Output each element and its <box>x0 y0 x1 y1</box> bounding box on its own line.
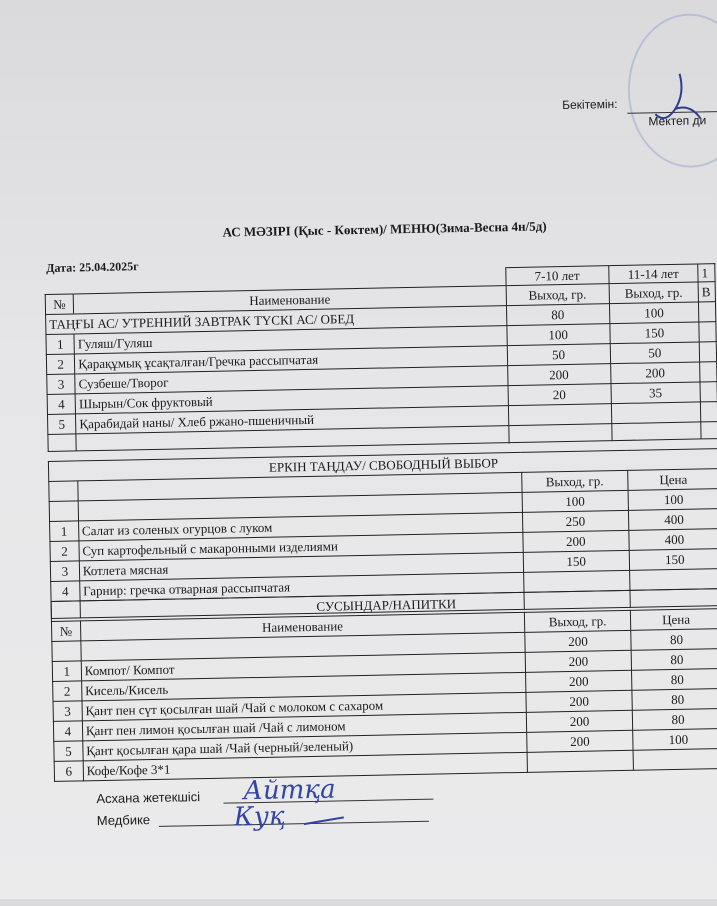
price: 400 <box>629 529 717 551</box>
col-output-1: Выход, гр. <box>506 284 609 306</box>
drink-name: Кофе/Кофе 3*1 <box>83 752 527 781</box>
dish-name: Қарақұмық ұсақталған/Гречка рассыпчатая <box>75 346 508 374</box>
col-no: № <box>51 621 80 642</box>
chef-signature <box>233 765 354 837</box>
output-11-14: 50 <box>610 342 700 364</box>
drink-name: Компот/ Компот <box>81 652 525 681</box>
output-11-14: 150 <box>609 322 699 344</box>
price: 80 <box>632 689 717 711</box>
row-number: 6 <box>54 761 83 782</box>
row-number: 4 <box>53 721 82 742</box>
output-7-10 <box>508 404 611 426</box>
price: 80 <box>632 669 717 691</box>
row-number: 3 <box>53 701 82 722</box>
dish-name: Қарабидай наны/ Хлеб ржано-пшеничный <box>76 406 509 434</box>
col-output-2: Выход, гр. <box>609 282 699 304</box>
output: 200 <box>522 530 629 552</box>
row-number: 1 <box>52 661 81 682</box>
output-11-14: 35 <box>611 382 701 404</box>
chef-signature-text: Айтқа <box>242 774 336 807</box>
drink-name: Қант пен сүт қосылған шай /Чай с молоком с сахаром <box>82 692 526 721</box>
output: 100 <box>522 490 629 512</box>
age-7-10: 7-10 лет <box>505 266 608 286</box>
price: 80 <box>632 709 717 731</box>
price <box>633 749 717 771</box>
row-number: 2 <box>50 541 79 562</box>
dish-name: Гарнир: гречка отварная рассыпчатая <box>79 572 523 601</box>
director-signature <box>644 63 715 134</box>
row-number: 4 <box>51 581 80 602</box>
output: 150 <box>523 550 630 572</box>
output: 200 <box>525 630 632 652</box>
row-number: 1 <box>46 334 75 355</box>
row-number <box>49 501 78 522</box>
row-number: 4 <box>47 394 76 415</box>
output-7-10: 50 <box>507 344 610 366</box>
output: 200 <box>525 670 632 692</box>
chef-label: Асхана жетекшісі <box>96 789 201 807</box>
output: 200 <box>526 690 633 712</box>
output-7-10: 100 <box>506 324 609 346</box>
col-output: Выход, гр. <box>521 470 628 492</box>
row-number: 3 <box>47 374 76 395</box>
free-choice-section-title: ЕРКІН ТАҢДАУ/ СВОБОДНЫЙ ВЫБОР <box>48 449 717 482</box>
price: 400 <box>628 509 717 531</box>
drink-name: Қант қосылған қара шай /Чай (черный/зеленый) <box>83 732 527 761</box>
price: 80 <box>631 629 717 651</box>
table-cell: 80 <box>506 304 609 326</box>
col-price: Цена <box>630 609 717 631</box>
dish-name: Салат из соленых огурцов с луком <box>78 512 522 541</box>
page-title: АС МӘЗІРІ (Қыс - Көктем)/ МЕНЮ(Зима-Весна 4н/5д) <box>222 218 547 240</box>
drink-name: Қант пен лимон қосылған шай /Чай с лимоном <box>82 712 526 741</box>
output <box>527 750 634 772</box>
output-11-14 <box>611 402 701 424</box>
nurse-label: Медбике <box>96 812 151 829</box>
drink-name: Кисель/Кисель <box>81 672 525 701</box>
dish-name: Гуляш/Гуляш <box>74 326 507 354</box>
col-no: № <box>45 294 74 315</box>
col-price: Цена <box>628 469 717 491</box>
row-number: 5 <box>54 741 83 762</box>
col-name: Наименование <box>73 286 506 314</box>
row-number: 1 <box>50 521 79 542</box>
table-cell: 100 <box>609 302 699 324</box>
row-number: 3 <box>50 561 79 582</box>
row-number: 2 <box>46 354 75 375</box>
drinks-section-title: СУСЫНДАР/НАПИТКИ <box>51 589 717 622</box>
output: 200 <box>526 710 633 732</box>
approval-subtitle: Мектеп ди <box>648 113 707 129</box>
col-name: Наименование <box>80 612 524 641</box>
nurse-signature-text: Куқ <box>233 801 285 833</box>
output-7-10: 20 <box>508 384 611 406</box>
price: 150 <box>629 549 717 571</box>
age-11-14: 11-14 лет <box>608 264 698 284</box>
output-11-14: 200 <box>610 362 700 384</box>
output: 250 <box>522 510 629 532</box>
dish-name: Суп картофельный с макаронными изделиями <box>79 532 523 561</box>
age-extra: 1 <box>698 264 715 282</box>
price: 100 <box>633 729 717 751</box>
price <box>630 569 717 591</box>
menu-date: Дата: 25.04.2025г <box>46 259 139 275</box>
drinks-table <box>51 588 717 782</box>
main-menu-table <box>44 263 717 452</box>
row-number: 5 <box>47 414 76 435</box>
row-number: 2 <box>53 681 82 702</box>
approval-label: Бекітемін: <box>562 96 618 113</box>
output: 200 <box>525 650 632 672</box>
price: 80 <box>631 649 717 671</box>
col-output: Выход, гр. <box>524 610 631 632</box>
output: 200 <box>527 730 634 752</box>
row-number <box>52 641 81 662</box>
dish-name: Котлета мясная <box>79 552 523 581</box>
price: 100 <box>628 489 717 511</box>
dish-name: Шырын/Сок фруктовый <box>75 386 508 414</box>
dish-name: Сузбеше/Творог <box>75 366 508 394</box>
breakfast-section-title: ТАҢҒЫ АС/ УТРЕННИЙ ЗАВТРАК ТҮСКІ АС/ ОБЕД <box>46 306 507 335</box>
output-7-10: 200 <box>507 364 610 386</box>
output <box>523 570 630 592</box>
col-output-3: В <box>698 282 715 302</box>
